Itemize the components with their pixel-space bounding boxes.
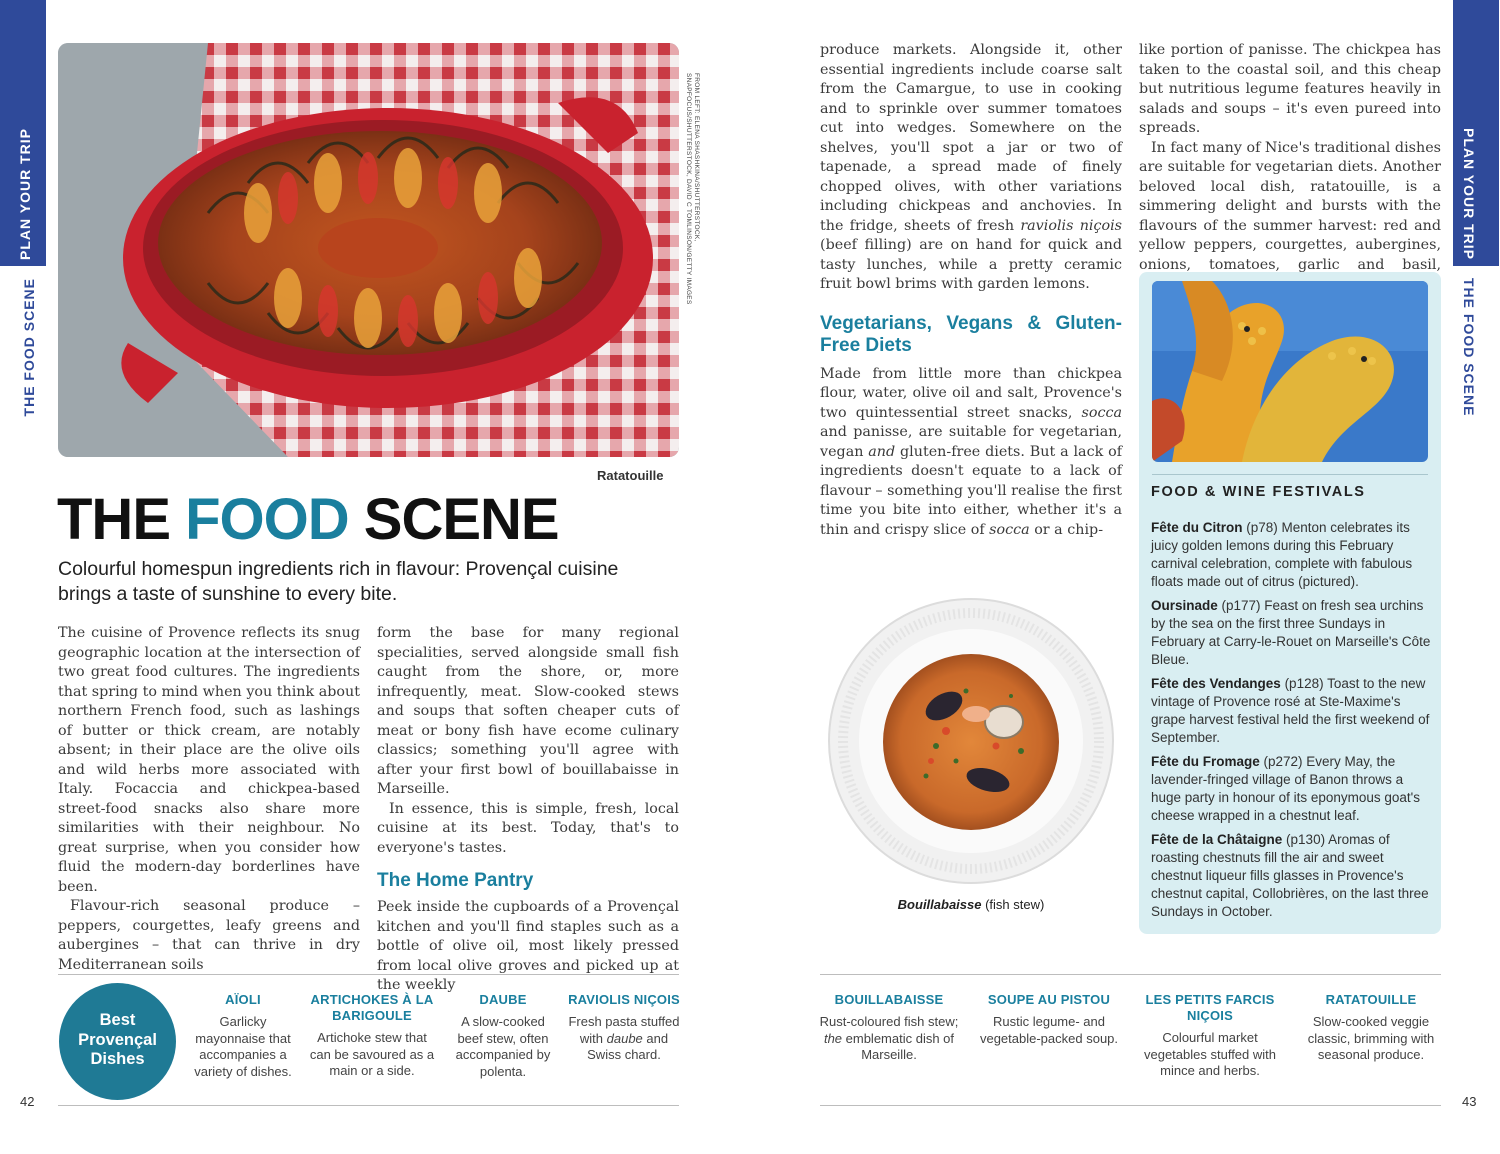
festival-item: Fête des Vendanges (p128) Toast to the new vintage of Provence rosé at Ste-Maxime's grape harvest festival held the first weekend of September. [1151,676,1430,745]
festivals-divider [1152,474,1428,475]
left-section-label: PLAN YOUR TRIP [17,128,33,260]
right-bottom-rule-top [820,974,1441,975]
ratatouille-caption: Ratatouille [597,468,664,483]
ratatouille-photo [58,43,679,457]
festival-item: Fête du Citron (p78) Menton celebrates its juicy golden lemons during this February carnival celebration, complete with fabulous floats made out of citrus (pictured). [1151,520,1413,589]
left-bottom-rule-top [58,974,679,975]
best-dishes-badge: Best Provençal Dishes [59,983,176,1100]
festival-item: Fête du Fromage (p272) Every May, the lavender-fringed village of Banon throws a huge party in honour of its eponymous goat's cheese wrapped in a chestnut leaf. [1151,754,1420,823]
right-chapter-label: THE FOOD SCENE [1461,278,1477,417]
right-section-label: PLAN YOUR TRIP [1461,128,1477,260]
dish-item-ratatouille: RATATOUILLE Slow-cooked veggie classic, brimming with seasonal produce. [1307,992,1435,1062]
body-column-1: The cuisine of Provence reflects its snug geographic location at the intersection of two great food cultures. The ingredients that spring to mind when you think about northern French food, such as lashings of butter or thick cream, are notably absent; in their place are the olive oils and wild herbs more associated with Italy. Focaccia and chickpea-based street-food snacks also share more similarities with their neighbour. No great surprise, when you consider how fluid the modern-day borderlines have been. Flavour-rich seasonal produce – peppers, courgettes, leafy greens and aubergines – that can thrive in dry Mediterranean soils [58,625,360,973]
right-bottom-rule-bottom [820,1105,1441,1106]
festival-item: Oursinade (p177) Feast on fresh sea urchins by the sea on the first three Sundays in February at Carry-le-Rouet on Marseille's Côte Bleue. [1151,598,1431,667]
festivals-heading: FOOD & WINE FESTIVALS [1151,484,1366,500]
photo-credit: FROM LEFT: ELENA SHASHKINA/SHUTTERSTOCK, SNAPFOCUS/SHUTTERSTOCK, DAVID C TOMLINSON/GETTY IMAGES [685,73,700,305]
page-number-right: 43 [1462,1094,1477,1109]
bouillabaisse-photo [826,596,1116,886]
dish-item-artichokes: ARTICHOKES À LA BARIGOULE Artichoke stew that can be savoured as a main or a side. [309,992,435,1078]
page-title: THE FOOD SCENE [57,487,559,552]
page-title-accent: FOOD [185,487,349,552]
dish-item-raviolis: RAVIOLIS NIÇOIS Fresh pasta stuffed with daube and Swiss chard. [568,992,680,1062]
body-column-3: produce markets. Alongside it, other essential ingredients include coarse salt from the Camargue, to use in cooking and to sprinkle over summer tomatoes cut into wedges. Somewhere on the shelves, you'll spot a jar or two of tapenade, a spread made of finely chopped olives, with other variations including chickpeas and anchovies. In the fridge, sheets of fresh raviolis niçois (beef filling) are on hand for quick and tasty lunches, while a pretty ceramic fruit bowl brims with garden lemons. Vegetarians, Vegans & Gluten-Free Diets Made from little more than chickpea flour, water, olive oil and salt, Provence's two quintessential street snacks, socca and panisse, are suitable for vegetarian, vegan and gluten-free diets. But a lack of ingredients doesn't equate to a lack of flavour – something you'll realise the first time you bite into either, whether it's a thin and crispy slice of socca or a chip- [820,42,1122,538]
festivals-box [1139,272,1441,934]
festivals-list [1151,519,1433,927]
intro-text: Colourful homespun ingredients rich in flavour: Provençal cuisine brings a taste of sunshine to every bite. [58,558,619,605]
dish-item-bouillabaisse: BOUILLABAISSE Rust-coloured fish stew; the emblematic dish of Marseille. [819,992,959,1062]
vegetarian-heading: Vegetarians, Vegans & Gluten-Free Diets [820,312,1122,356]
left-bottom-rule-bottom [58,1105,679,1106]
bouillabaisse-caption: Bouillabaisse (fish stew) [897,897,1045,912]
festival-item: Fête de la Châtaigne (p130) Aromas of roasting chestnuts fill the air and sweet chestnut liqueur fills glasses in Provence's chestnut capital, Collobrières, on the last three Sundays in October. [1151,832,1429,919]
dish-item-soupe-au-pistou: SOUPE AU PISTOU Rustic legume- and vegetable-packed soup. [979,992,1119,1046]
dish-item-petits-farcis: LES PETITS FARCIS NIÇOIS Colourful market vegetables stuffed with mince and herbs. [1143,992,1276,1078]
home-pantry-heading: The Home Pantry [377,870,534,891]
dish-item-aioli: AÏOLI Garlicky mayonnaise that accompanies a variety of dishes. [194,992,292,1079]
lemon-festival-photo [1152,281,1428,462]
body-column-2: form the base for many regional specialities, served alongside small fish caught from the shore, or, more infrequently, meat. Slow-cooked stews and soups that soften cheaper cuts of meat or bony fish have ecome culinary classics; something you'll agree with after your first bowl of bouillabaisse in Marseille. In essence, this is simple, fresh, local cuisine at its best. Today, that's to everyone's tastes. The Home Pantry Peek inside the cupboards of a Provençal kitchen and you'll find staples such as a bottle of olive oil, most likely pressed from local olive groves and picked up at the weekly [377,625,679,993]
page-number-left: 42 [20,1094,35,1109]
left-chapter-label: THE FOOD SCENE [21,278,37,417]
dish-item-daube: DAUBE A slow-cooked beef stew, often accompanied by polenta. [455,992,551,1079]
body-column-4: like portion of panisse. The chickpea has taken to the coastal soil, and this cheap but nutritious legume features heavily in salads and soups – it's even pureed into spreads. In fact many of Nice's traditional dishes are suitable for vegetarian diets. Another beloved local dish, ratatouille, is a simmering delight and bursts with the flavours of the summer harvest: red and yellow peppers, courgettes, aubergines, onions, tomatoes, garlic and basil, [1139,42,1441,273]
